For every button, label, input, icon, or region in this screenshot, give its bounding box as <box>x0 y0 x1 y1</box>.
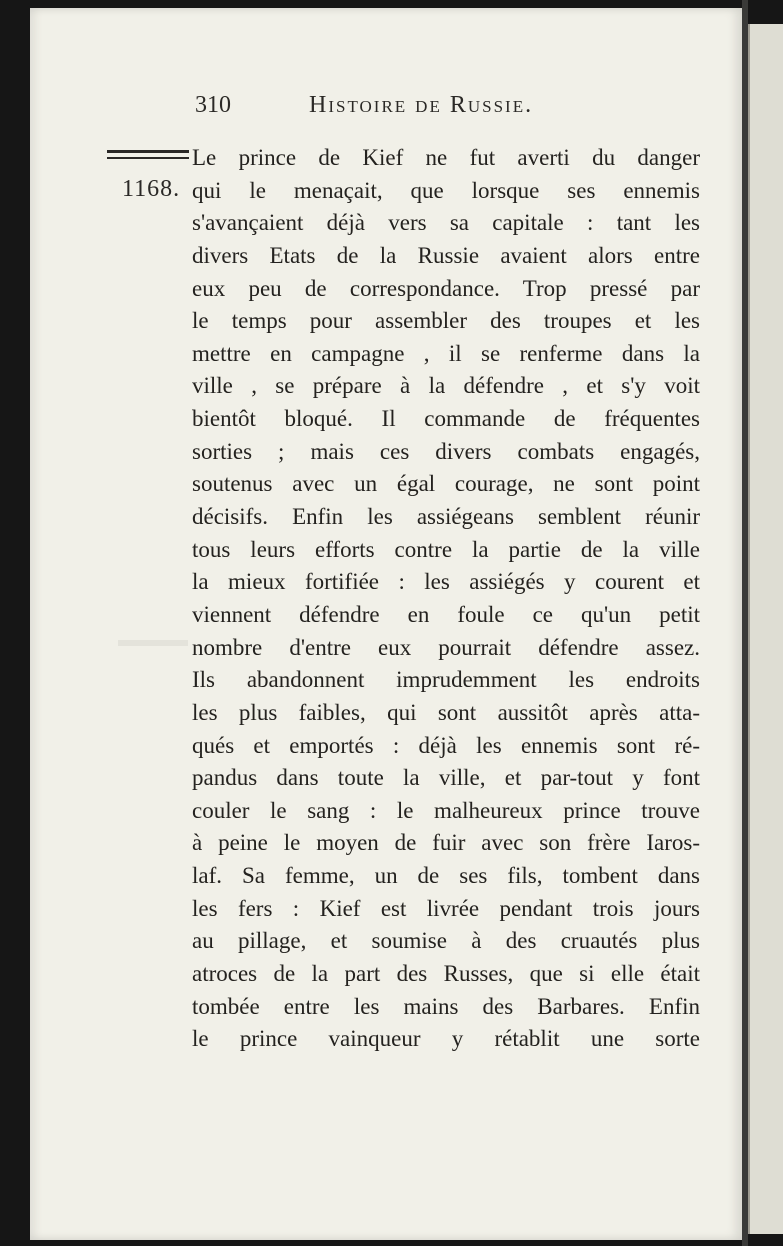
text-line: atroces de la part des Russes, que si elle était <box>192 961 700 987</box>
text-line: le prince vainqueur y rétablit une sorte <box>192 1026 700 1052</box>
text-line: le temps pour assembler des troupes et les <box>192 308 700 334</box>
text-line: s'avançaient déjà vers sa capitale : tant les <box>192 210 700 236</box>
section-rule <box>107 150 189 153</box>
adjacent-page-edge <box>748 24 783 1234</box>
text-line: divers Etats de la Russie avaient alors entre <box>192 242 700 268</box>
text-line: Ils abandonnent imprudemment les endroits <box>192 667 700 693</box>
text-line: les plus faibles, qui sont aussitôt après atta- <box>192 699 700 725</box>
text-line: qués et emportés : déjà les ennemis sont ré- <box>192 732 700 758</box>
margin-year-note: 1168. <box>122 176 181 202</box>
text-line: nombre d'entre eux pourrait défendre assez. <box>192 634 700 660</box>
text-line: bientôt bloqué. Il commande de fréquentes <box>192 406 700 432</box>
page-number: 310 <box>195 92 231 118</box>
text-line: qui le menaçait, que lorsque ses ennemis <box>192 177 700 203</box>
text-line: tombée entre les mains des Barbares. Enfin <box>192 993 700 1019</box>
text-line: au pillage, et soumise à des cruautés plus <box>192 928 700 954</box>
text-line: couler le sang : le malheureux prince trouve <box>192 797 700 823</box>
text-line: pandus dans toute la ville, et par-tout y font <box>192 765 700 791</box>
text-line: ville , se prépare à la défendre , et s'y voit <box>192 373 700 399</box>
text-line: laf. Sa femme, un de ses fils, tombent dans <box>192 863 700 889</box>
text-line: à peine le moyen de fuir avec son frère Iaros- <box>192 830 700 856</box>
section-rule-thin <box>107 157 189 159</box>
text-line: décisifs. Enfin les assiégeans semblent réunir <box>192 504 700 530</box>
text-line: eux peu de correspondance. Trop pressé par <box>192 275 700 301</box>
page-header <box>195 92 695 132</box>
text-line: les fers : Kief est livrée pendant trois jours <box>192 895 700 921</box>
text-line: Le prince de Kief ne fut averti du danger <box>192 145 700 170</box>
text-line: tous leurs efforts contre la partie de la ville <box>192 536 700 562</box>
text-line: soutenus avec un égal courage, ne sont point <box>192 471 700 497</box>
running-title: Histoire de Russie. <box>309 92 534 118</box>
text-line: mettre en campagne , il se renferme dans la <box>192 340 700 366</box>
text-line: viennent défendre en foule ce qu'un petit <box>192 601 700 627</box>
text-line: la mieux fortifiée : les assiégés y courent et <box>192 569 700 595</box>
text-line: sorties ; mais ces divers combats engagés, <box>192 438 700 464</box>
bleed-through-mark <box>118 640 188 646</box>
body-text <box>192 142 700 1056</box>
